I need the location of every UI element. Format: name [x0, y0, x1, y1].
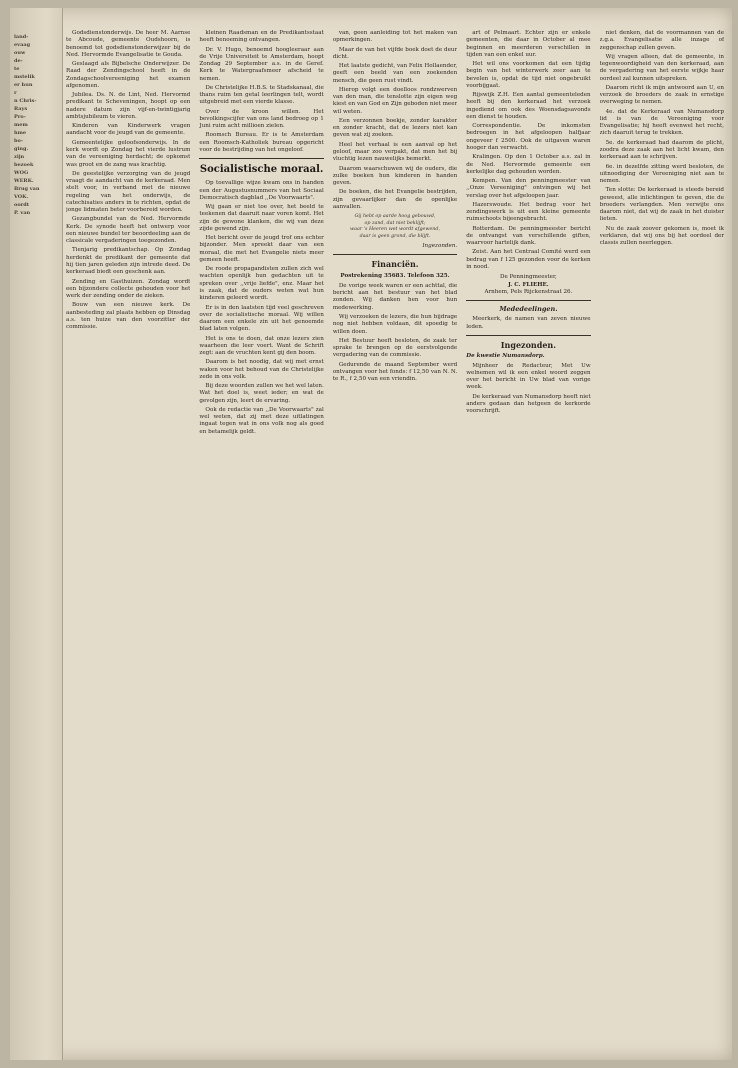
margin-fragment: Brug van	[14, 186, 40, 192]
section-rule	[199, 158, 323, 159]
closing-name: J. C. FLIEHE.	[508, 281, 549, 288]
closing-address: Arnhem, Pels Rijckenstraat 26.	[484, 288, 573, 295]
paragraph: 5e. de kerkeraad had daarom de plicht, zoodra deze zaak aan het licht kwam, den kerkeraad aan te schrijven.	[599, 139, 725, 161]
margin-fragment: P. van	[14, 210, 31, 216]
margin-fragment: de-	[14, 58, 23, 64]
paragraph: Wij verzoeken de lezers, die hun bijdrage nog niet hebben voldaan, dit spoedig te willen doen.	[332, 313, 458, 335]
paragraph: Het bericht over de jeugd trof ons echter bijzonder. Men spreekt daar van een moraal, die met het Evangelie niets meer gemeen heeft.	[199, 235, 324, 263]
paragraph: Bij deze woorden zullen we het wel laten. Wat het doel is, weet ieder; en wat de gevolgen zijn, leert de ervaring.	[199, 383, 324, 404]
column-3-body	[333, 30, 457, 211]
paragraph: niet denken, dat de voormannen van de z.g.a. Evangelisatie alle inzage of zeggenschap zullen geven.	[599, 30, 725, 51]
paragraph: Mijnheer de Redacteur, Met Uw welnemen wil ik een enkel woord zeggen over het bericht in Uw blad van vorige week.	[466, 362, 591, 391]
ingez-intro: De kwestie Numansdorp.	[466, 353, 545, 360]
poem	[333, 214, 457, 240]
margin-fragment: VOK.	[14, 194, 29, 200]
paragraph: Geslaagd als Bijbelsche Onderwijzer. De Raad der Zendingschool heeft in de Zondagschoolvereeniging het examen afgenomen.	[66, 61, 191, 89]
margin-fragment: zijn	[14, 154, 25, 160]
paragraph: Het wil ons voorkomen dat een tijdig begin van het winterwerk zeer aan te bevelen is, opdat de tijd niet ongebruikt voorbijgaat.	[466, 61, 591, 89]
poem-line: daar is geen grond, die blijft.	[359, 233, 431, 239]
column-1	[66, 30, 190, 1050]
paragraph: Wij gaan er niet toe over, het beeld te teekenen dat daaruit naar voren komt. Het zijn de gewone klanken, die wij van deze zijde gewend zijn.	[199, 204, 324, 232]
margin-fragment: r	[14, 90, 17, 96]
margin-fragment: hme	[14, 130, 27, 136]
paragraph: Correspondentie. De inkomsten bedroegen in het afgeloopen halfjaar ongeveer f 2500. Ook de uitgaven waren hooger dan verwacht.	[466, 123, 591, 151]
finance-rule	[333, 254, 457, 255]
margin-fragment: ging.	[14, 146, 29, 152]
poem-line: op zand, dat niet beklijft;	[364, 220, 426, 226]
paragraph: Jubilea. Ds. N. de Lint, Ned. Hervormd predikant te Scheveningen, hoopt op een nadere datum zijn vijf-en-twintigjarig ambtsjubileum te vieren.	[66, 92, 191, 120]
paragraph: Maar de van het vijfde boek doet de deur dicht.	[332, 46, 458, 60]
paragraph: Rotterdam. De penningmeester bericht de ontvangst van verschillende giften, waarvoor hartelijk dank.	[466, 225, 591, 247]
paragraph: Daarom is het noodig, dat wij met ernst waken voor het behoud van de Christelijke zede in ons volk.	[199, 359, 324, 380]
paragraph: Daarom richt ik mijn antwoord aan U, en verzoek de broeders de zaak in ernstige overweging te nemen.	[599, 84, 725, 106]
margin-fragment: te	[14, 66, 20, 72]
ingez-title: Ingezonden.	[500, 340, 557, 350]
paragraph: Op toevallige wijze kwam ons in handen een der Augustusnummers van het Sociaal Democratisch dagblad ,,De Voorwaarts".	[199, 180, 324, 201]
paragraph: Gedurende de maand September werd ontvangen voor het fonds: f 12,50 van N. N. te R., f 2,50 van een vriendin.	[332, 361, 458, 383]
poem-line: Gij hebt op aarde hoog gebouwd,	[354, 214, 436, 220]
paragraph: Kinderen van Kinderwerk vragen aandacht voor de jeugd van de gemeente.	[66, 123, 191, 137]
folded-left-margin	[10, 8, 63, 1060]
meded-rule	[466, 300, 590, 301]
column-2-top	[199, 30, 323, 154]
paragraph: 4e. dat de Kerkeraad van Numansdorp lid is van de Vereeniging voor Evangelisatie; hij heeft evenwel het recht, zich daaruit terug te trekken.	[599, 108, 725, 137]
margin-fragment: Rays	[14, 106, 28, 112]
paragraph: Nu de zaak zoover gekomen is, moet ik verklaren, dat wij ons bij het oordeel der classis zullen neerleggen.	[599, 225, 725, 247]
margin-fragment: bo-	[14, 138, 23, 144]
paragraph: Godsdienstonderwijs. De heer M. Aarnse te Abcoude, gemeente Oudshoorn, is benoemd tot godsdienstonderwijzer bij de Ned. Hervormde Evangelisatie te Gouda.	[66, 30, 191, 58]
margin-fragment: WERK.	[14, 178, 34, 184]
meded-text: Meerkerk, de namen van zeven nieuwe leden.	[466, 316, 591, 330]
paragraph: Ten slotte: De kerkeraad is steeds bereid geweest, alle inlichtingen te geven, die de broeders verlangden. Men verwijte ons daarom niet, dat wij de zaak in het duister lieten.	[599, 187, 725, 223]
finance-title: Financiën.	[371, 259, 419, 270]
paragraph: De vorige week waren er een achttal, die bericht aan het bestuur van het blad zonden. Wij danken hen voor hun medewerking.	[332, 282, 458, 311]
paragraph: Roomsch Bureau. Er is te Amsterdam een Roomsch-Katholiek bureau opgericht voor de bestrijding van het ongeloof.	[199, 132, 324, 153]
paragraph: Het is ons te doen, dat onze lezers zien waarheen die leer voert. Want de Schrift zegt: aan de vruchten kent gij den boom.	[199, 335, 324, 357]
paragraph: De boeken, die het Evangelie bestrijden, zijn gevaarlijker dan de openlijke aanvallen.	[332, 189, 458, 210]
paragraph: Over de kroon willen. Het bevolkingscijfer van ons land bedroeg op 1 Juni ruim acht millioen zielen.	[199, 108, 324, 130]
paragraph: Zending en Gasthuizen. Zondag wordt een bijzondere collecte gehouden voor het werk der zending onder de zieken.	[66, 278, 191, 300]
column-2-body	[199, 180, 323, 436]
margin-fragment: evaag	[14, 42, 31, 48]
paragraph: De kerkeraad van Numansdorp heeft niet anders gedaan dan hetgeen de kerkorde voorschrijft.	[466, 393, 591, 415]
paragraph: Gezangbundel van de Ned. Hervormde Kerk. De synode heeft het ontwerp voor een nieuwe bundel ter beoordeeling aan de classicale vergaderingen toegezonden.	[66, 216, 191, 245]
paragraph: art of Pelmaart. Echter zijn er enkele gemeenten, die daar in October al mee beginnen en meerderen verschillen in tijden van een enkel uur.	[466, 30, 591, 58]
paragraph: Het laatste gedicht, van Felix Hollaender, geeft een beeld van een zoekenden mensch, die geen rust vindt.	[332, 63, 458, 84]
margin-fragment: ouw	[14, 50, 26, 56]
paragraph: Kralingen. Op den 1 October a.s. zal in de Ned. Hervormde gemeente een kerkelijke dag gehouden worden.	[466, 154, 591, 175]
margin-fragment: n Chris-	[14, 98, 37, 104]
ingez-rule	[466, 335, 590, 336]
margin-fragment: bezoek	[14, 162, 34, 168]
margin-fragments	[14, 34, 60, 218]
section-title: Socialistische moraal.	[199, 164, 324, 176]
column-3	[333, 30, 457, 1050]
article-columns	[66, 30, 724, 1050]
paragraph: Tienjarig predikantschap. Op Zondag herdenkt de predikant der gemeente dat hij tien jaren geleden zijn intrede deed. De kerkeraad biedt een geschenk aan.	[66, 247, 191, 276]
margin-fragment: mem	[14, 122, 28, 128]
column-2	[199, 30, 323, 1050]
paragraph: Er is in den laatsten tijd veel geschreven over de socialistische moraal. Wij willen daarom een enkele zin uit het genoemde blad laten volgen.	[199, 304, 324, 333]
margin-fragment: land-	[14, 34, 29, 40]
paragraph: Wij vragen alleen, dat de gemeente, in tegenwoordigheid van den kerkeraad, aan de vergadering van het eerste wijkje haar oordeel zal kunnen uitspreken.	[599, 53, 725, 82]
paragraph: 6e. in dezelfde zitting werd besloten, de uitnoodiging der Vereeniging niet aan te nemen.	[599, 163, 725, 185]
margin-fragment: WOG	[14, 170, 29, 176]
paragraph: Hazerswoude. Het bedrag voor het zendingswerk is uit een kleine gemeente ruimschoots bijeengebracht.	[466, 201, 591, 223]
ingez-body	[466, 363, 590, 416]
paragraph: Het Bestuur heeft besloten, de zaak ter sprake te brengen op de eerstvolgende vergadering van de commissie.	[332, 337, 458, 359]
column-4-body	[466, 30, 590, 271]
paragraph: Daarom waarschuwen wij de ouders, die zulke boeken hun kinderen in handen geven.	[332, 165, 458, 187]
margin-fragment: oordt	[14, 202, 30, 208]
paragraph: De geestelijke verzorging van de jeugd vraagt de aandacht van de kerkeraad. Men stelt voor, in verband met de nieuwe regeling van het onderwijs, de catechisaties anders in te richten, opdat de jonge lidmaten beter voorbereid worden.	[66, 170, 191, 214]
margin-fragment: er hun	[14, 82, 33, 88]
paragraph: Ook de redactie van ,,De Voorwaarts" zal wel weten, dat zij met deze uitlatingen ingaat tegen wat in ons volk nog als goed en betamelijk geldt.	[199, 406, 324, 435]
paragraph: De roode propagandisten zullen zich wel wachten openlijk hun gedachten uit te spreken over ,,vrije liefde", enz. Maar het is zaak, dat de ouders weten wat hun kinderen geleerd wordt.	[199, 266, 324, 302]
margin-fragment: mstelik	[14, 74, 35, 80]
paragraph: Een verzonnen boekje, zonder karakter en zonder kracht, dat de lezers niet kan geven wat zij zoeken.	[332, 117, 458, 139]
paragraph: kleinen Raadsman en de Predikantsstaat heeft benoeming ontvangen.	[199, 30, 324, 44]
paragraph: Heel het verhaal is een aanval op het geloof, maar zoo verpakt, dat men het bij vluchtig lezen nauwelijks bemerkt.	[332, 141, 458, 163]
paragraph: van, geen aanleiding tot het maken van opmerkingen.	[332, 30, 458, 44]
paragraph: Hierop volgt een doelloos rondzwerven van den man, die tenslotte zijn eigen weg kiest en van God en Zijn geboden niet meer wil weten.	[332, 86, 458, 115]
poem-line: waar 's Heeren wet wordt afgewend,	[350, 227, 440, 233]
paragraph: Rijswijk Z.H. Een aantal gemeenteleden heeft bij den kerkeraad het verzoek ingediend om ook des Woensdagsavonds een dienst te houden.	[466, 92, 591, 120]
paragraph: De Christelijke H.B.S. te Stadskanaal, die thans ruim ten getal leerlingen telt, wordt uitgebreid met een vierde klasse.	[199, 84, 324, 106]
newspaper-page	[10, 8, 732, 1060]
column-5	[600, 30, 724, 1050]
margin-fragment: Pro-	[14, 114, 26, 120]
paragraph: Zeist. Aan het Centraal Comité werd een bedrag van f 125 gezonden voor de kerken in nood.	[466, 249, 591, 270]
finance-body	[333, 283, 457, 383]
paragraph: Kempen. Van den penningmeester van ,,Onze Vereeniging" ontvingen wij het verslag over het afgeloopen jaar.	[466, 178, 591, 199]
signature: Ingezonden.	[422, 242, 458, 249]
paragraph: Gemeentelijke geloofsonderwijs. In de kerk wordt op Zondag het vierde lustrum van de vereeniging herdacht; de opkomst was groot en de zang was krachtig.	[66, 139, 191, 168]
closing-line: De Penningmeester,	[500, 274, 557, 281]
paragraph: Dr. V. Hugo, benoemd hoogleeraar aan de Vrije Universiteit te Amsterdam, hoopt Zondag 29 September a.s. in de Geref. Kerk te Watergraafsmeer afscheid te nemen.	[199, 46, 324, 82]
paragraph: Bouw van een nieuwe kerk. De aanbesteding zal plaats hebben op Dinsdag a.s. ten huize van den voorzitter der commissie.	[66, 302, 191, 331]
finance-line: Postrekening 35683. Telefoon 325.	[340, 272, 450, 279]
column-4	[466, 30, 590, 1050]
meded-title: Mededeelingen.	[499, 305, 558, 314]
